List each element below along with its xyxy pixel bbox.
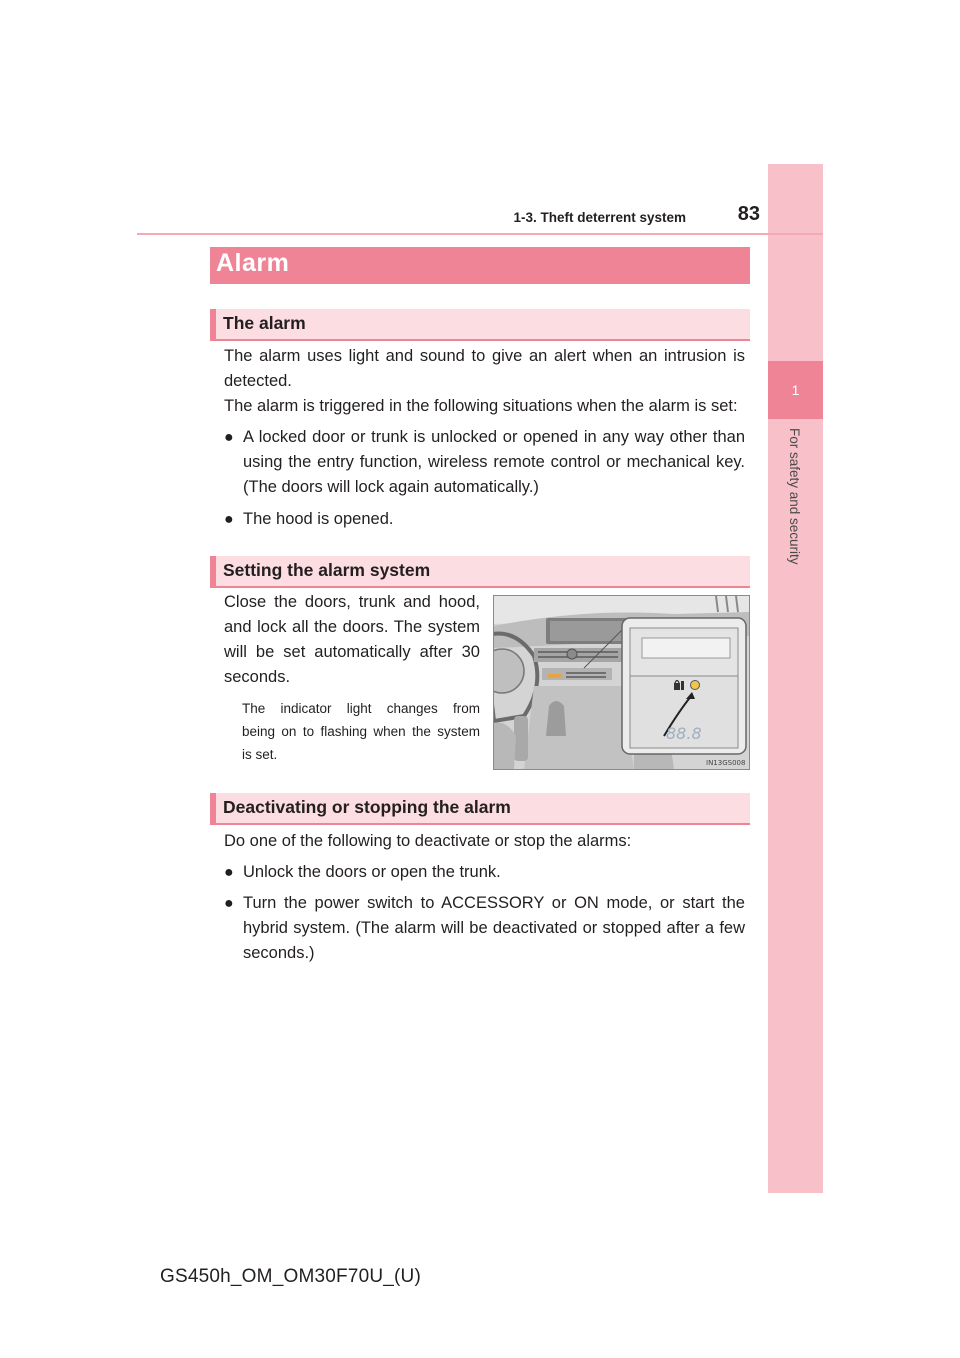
chapter-label: For safety and security xyxy=(787,428,802,565)
section-header-setting xyxy=(210,556,750,588)
deactivating-bullet2-line2: hybrid system. (The alarm will be deactivated or stopped after a few xyxy=(243,919,745,937)
dashboard-drawing xyxy=(494,596,749,769)
display-value: 88.8 xyxy=(666,724,702,743)
deactivating-bullet2-line1: Turn the power switch to ACCESSORY or ON mode, or start the xyxy=(243,894,745,912)
setting-line4: seconds. xyxy=(224,668,291,686)
section-heading: The alarm xyxy=(223,313,306,333)
alarm-intro-line2: detected. xyxy=(224,372,292,390)
deactivating-bullet1: Unlock the doors or open the trunk. xyxy=(243,863,501,881)
section-label: 1-3. Theft deterrent system xyxy=(513,210,686,225)
setting-note-line2: being on to flashing when the system xyxy=(242,724,480,739)
deactivating-bullet2-line3: seconds.) xyxy=(243,944,315,962)
alarm-bullet1-line3: (The doors will lock again automatically.) xyxy=(243,478,539,496)
security-indicator-icon xyxy=(674,681,684,691)
side-tab-strip xyxy=(768,164,823,1193)
section-heading: Deactivating or stopping the alarm xyxy=(223,797,511,817)
section-header-the-alarm xyxy=(210,309,750,341)
illustration-code: IN13GS008 xyxy=(706,759,746,767)
bullet-icon: ● xyxy=(224,511,234,528)
section-heading: Setting the alarm system xyxy=(223,560,431,580)
alarm-bullet2: The hood is opened. xyxy=(243,510,394,528)
alarm-bullet1-line2: using the entry function, wireless remote control or mechanical key. xyxy=(243,453,745,471)
bullet-icon: ● xyxy=(224,429,234,446)
alarm-intro-line3: The alarm is triggered in the following situations when the alarm is set: xyxy=(224,397,738,415)
alarm-bullet1-line1: A locked door or trunk is unlocked or opened in any way other than xyxy=(243,428,745,446)
setting-line1: Close the doors, trunk and hood, xyxy=(224,593,480,611)
setting-note-line1: The indicator light changes from xyxy=(242,701,480,716)
deactivating-intro: Do one of the following to deactivate or stop the alarms: xyxy=(224,832,632,850)
header-rule xyxy=(137,233,823,235)
setting-note-line3: is set. xyxy=(242,747,278,762)
bullet-icon: ● xyxy=(224,864,234,881)
bullet-icon: ● xyxy=(224,895,234,912)
title-bar xyxy=(210,247,750,284)
page-number: 83 xyxy=(737,203,760,225)
dashboard-illustration xyxy=(493,595,750,770)
setting-line2: and lock all the doors. The system xyxy=(224,618,480,636)
setting-line3: will be set automatically after 30 xyxy=(224,643,480,661)
chapter-number: 1 xyxy=(791,382,800,398)
document-footer: GS450h_OM_OM30F70U_(U) xyxy=(160,1266,422,1287)
page-title: Alarm xyxy=(216,249,290,277)
section-header-deactivating xyxy=(210,793,750,825)
alarm-intro-line1: The alarm uses light and sound to give an alert when an intrusion is xyxy=(224,347,745,365)
